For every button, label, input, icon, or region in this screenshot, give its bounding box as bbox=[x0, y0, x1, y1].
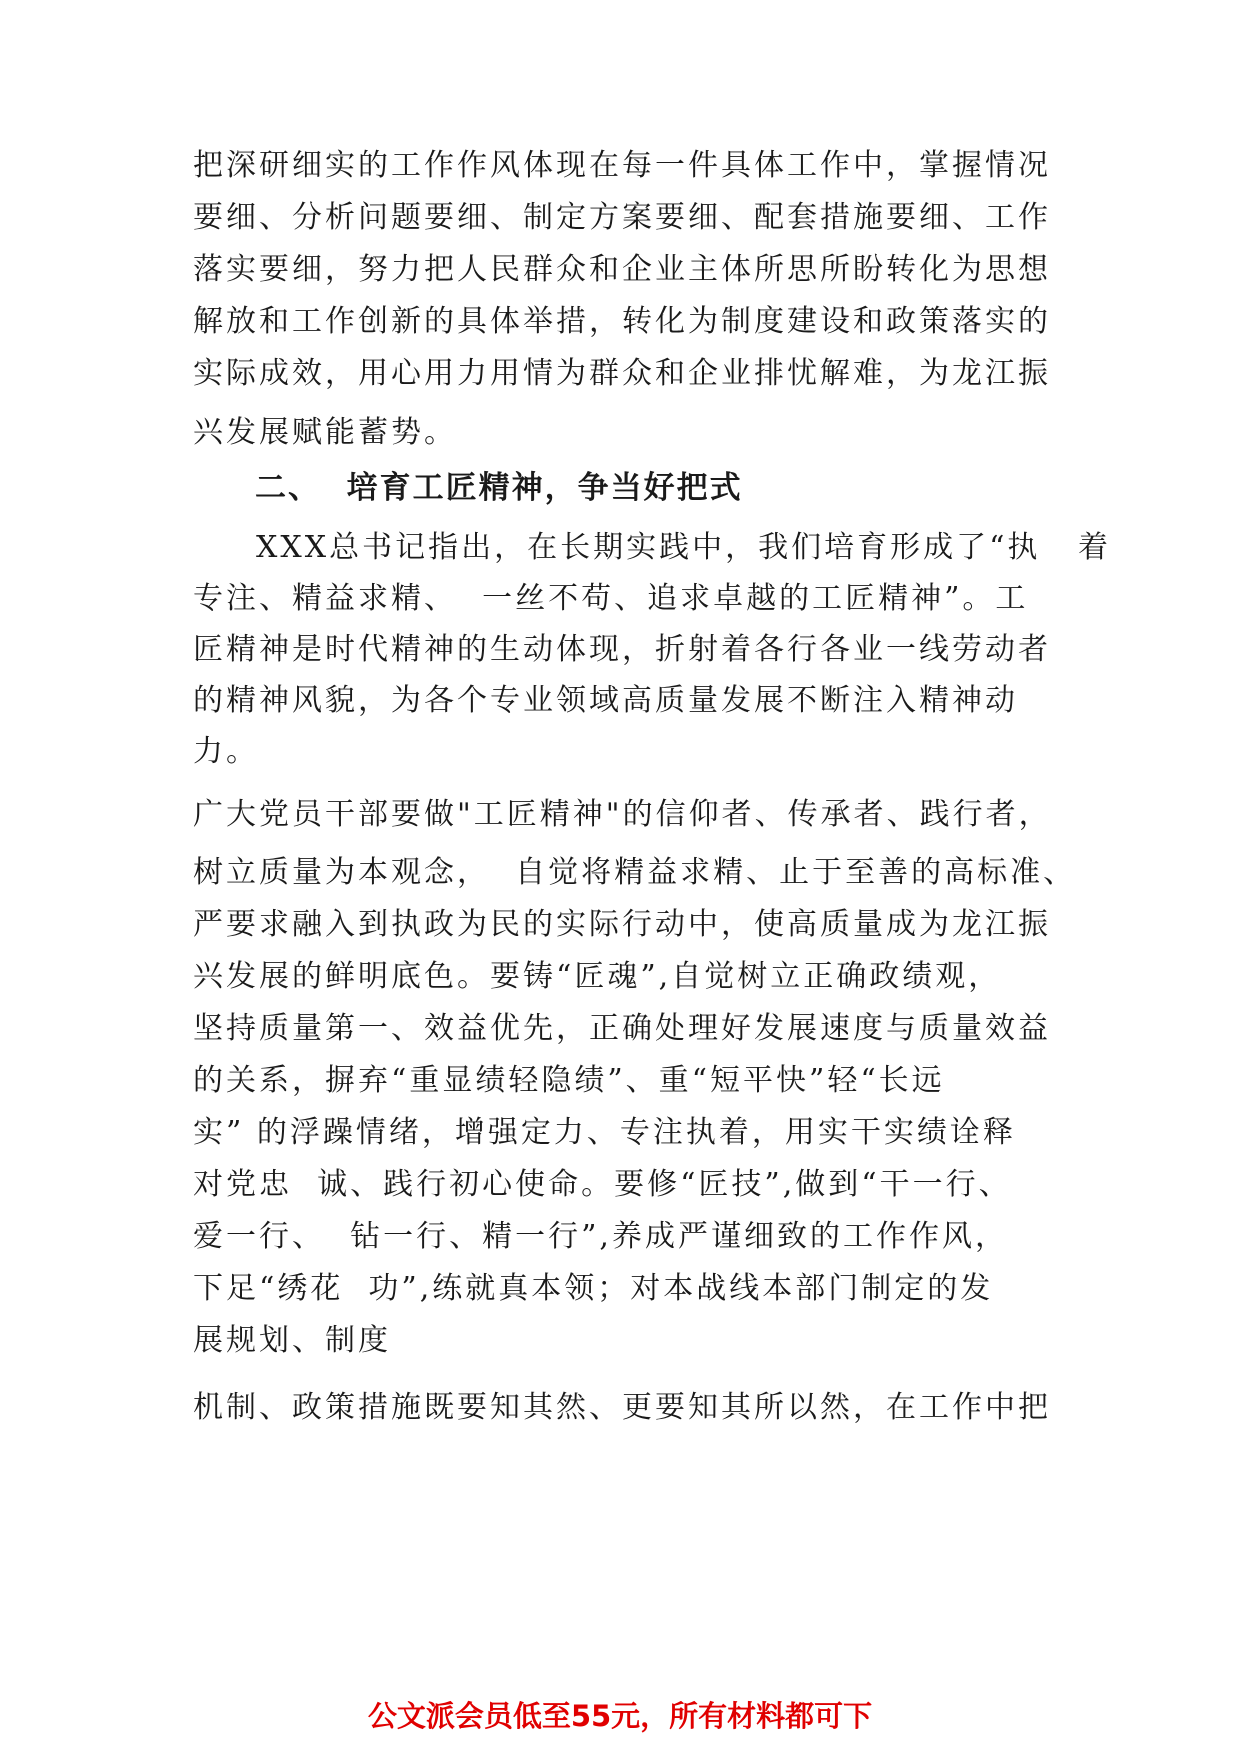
paragraph-line: 广大党员干部要做"工匠精神"的信仰者、传承者、践行者， bbox=[193, 797, 1052, 832]
paragraph-line: 的关系，摒弃“重显绩轻隐绩”、重“短平快”轻“长远 bbox=[193, 1063, 945, 1098]
paragraph-line: 坚持质量第一、效益优先，正确处理好发展速度与质量效益 bbox=[193, 1011, 1051, 1046]
paragraph-line: 树立质量为本观念， 自觉将精益求精、止于至善的高标准、 bbox=[193, 855, 1077, 890]
paragraph-line: 解放和工作创新的具体举措，转化为制度建设和政策落实的 bbox=[193, 304, 1051, 339]
paragraph-line: 力。 bbox=[193, 734, 259, 769]
paragraph-line: 要细、分析问题要细、制定方案要细、配套措施要细、工作 bbox=[193, 200, 1051, 235]
paragraph-line: 落实要细，努力把人民群众和企业主体所思所盼转化为思想 bbox=[193, 252, 1051, 287]
paragraph-line: 专注、精益求精、 一丝不苟、追求卓越的工匠精神”。工 bbox=[193, 581, 1029, 616]
paragraph-line: 兴发展的鲜明底色。要铸“匠魂”,自觉树立正确政绩观， bbox=[193, 959, 1002, 994]
paragraph-line: 兴发展赋能蓄势。 bbox=[193, 415, 457, 450]
paragraph-line: 严要求融入到执政为民的实际行动中，使高质量成为龙江振 bbox=[193, 907, 1051, 942]
paragraph-line: XXX总书记指出，在长期实践中，我们培育形成了“执 着 bbox=[256, 530, 1112, 565]
paragraph-line: 实际成效，用心用力用情为群众和企业排忧解难，为龙江振 bbox=[193, 356, 1051, 391]
promo-footer: 公文派会员低至55元，所有材料都可下 bbox=[367, 1699, 873, 1733]
paragraph-line: 匠精神是时代精神的生动体现，折射着各行各业一线劳动者 bbox=[193, 632, 1051, 667]
paragraph-line: 实” 的浮躁情绪，增强定力、专注执着，用实干实绩诠释 bbox=[193, 1115, 1016, 1150]
paragraph-line: 展规划、制度 bbox=[193, 1323, 391, 1358]
paragraph-line: 对党忠 诚、践行初心使命。要修“匠技”,做到“干一行、 bbox=[193, 1167, 1012, 1202]
paragraph-line: 爱一行、 钻一行、精一行”,养成严谨细致的工作作风， bbox=[193, 1219, 1008, 1254]
section-heading: 二、 培育工匠精神，争当好把式 bbox=[255, 470, 743, 506]
paragraph-line: 的精神风貌，为各个专业领域高质量发展不断注入精神动 bbox=[193, 683, 1018, 718]
paragraph-line: 把深研细实的工作作风体现在每一件具体工作中，掌握情况 bbox=[193, 148, 1051, 183]
paragraph-line: 机制、政策措施既要知其然、更要知其所以然，在工作中把 bbox=[193, 1390, 1051, 1425]
paragraph-line: 下足“绣花 功”,练就真本领；对本战线本部门制定的发 bbox=[193, 1271, 994, 1306]
